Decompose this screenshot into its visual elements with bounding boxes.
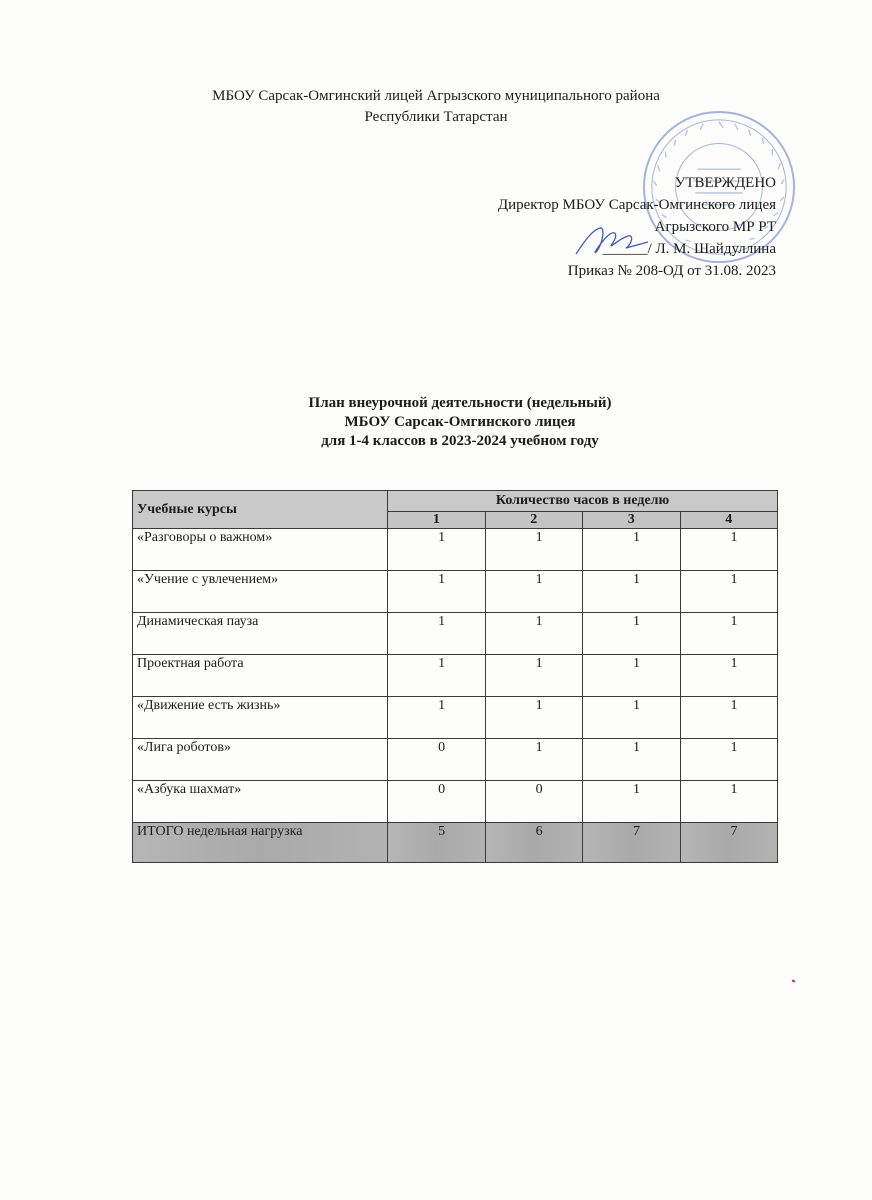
hours-cell: 1 <box>485 571 582 613</box>
org-name-line2: Республики Татарстан <box>364 109 508 125</box>
approval-block <box>498 172 776 282</box>
course-name: «Учение с увлечением» <box>133 571 388 613</box>
approval-order: Приказ № 208-ОД от 31.08. 2023 <box>567 263 776 279</box>
hours-cell: 1 <box>680 781 778 823</box>
hours-cell: 0 <box>388 739 485 781</box>
approval-signatory: ______/ Л. М. Шайдуллина <box>602 241 776 257</box>
scan-speck <box>792 979 796 982</box>
hours-cell: 1 <box>583 739 680 781</box>
plan-title-line3: для 1-4 классов в 2023-2024 учебном году <box>321 433 599 449</box>
hours-cell: 1 <box>680 613 778 655</box>
hours-cell: 1 <box>680 655 778 697</box>
hours-cell: 1 <box>388 613 485 655</box>
table-row <box>133 739 778 781</box>
table-row <box>133 571 778 613</box>
approval-signatory-name: / Л. М. Шайдуллина <box>647 241 776 257</box>
hours-cell: 1 <box>583 613 680 655</box>
hours-cell: 0 <box>388 781 485 823</box>
hours-cell: 1 <box>680 739 778 781</box>
hours-cell: 1 <box>583 697 680 739</box>
hours-cell: 1 <box>388 529 485 571</box>
table-row <box>133 697 778 739</box>
grade-header: 1 <box>388 512 485 529</box>
hours-cell: 1 <box>485 697 582 739</box>
grade-header: 2 <box>485 512 582 529</box>
hours-cell: 1 <box>485 739 582 781</box>
approval-title: УТВЕРЖДЕНО <box>674 175 776 191</box>
grade-header: 4 <box>680 512 778 529</box>
course-name: Динамическая пауза <box>133 613 388 655</box>
hours-cell: 1 <box>388 655 485 697</box>
total-hours-cell: 5 <box>388 823 485 863</box>
hours-cell: 1 <box>680 571 778 613</box>
hours-cell: 1 <box>583 655 680 697</box>
plan-title-line1: План внеурочной деятельности (недельный) <box>308 395 612 411</box>
table-row <box>133 655 778 697</box>
hours-cell: 1 <box>388 571 485 613</box>
hours-cell: 1 <box>583 571 680 613</box>
course-name: «Азбука шахмат» <box>133 781 388 823</box>
hours-cell: 1 <box>485 655 582 697</box>
hours-per-week-header: Количество часов в неделю <box>388 491 778 512</box>
course-name: Проектная работа <box>133 655 388 697</box>
hours-cell: 1 <box>583 529 680 571</box>
total-hours-cell: 7 <box>680 823 778 863</box>
total-hours-cell: 7 <box>583 823 680 863</box>
plan-title <box>0 394 872 451</box>
grade-header: 3 <box>583 512 680 529</box>
hours-cell: 1 <box>583 781 680 823</box>
total-label: ИТОГО недельная нагрузка <box>133 823 388 863</box>
hours-cell: 1 <box>485 613 582 655</box>
hours-cell: 1 <box>680 697 778 739</box>
table-row <box>133 781 778 823</box>
hours-cell: 1 <box>680 529 778 571</box>
activity-plan-table <box>132 490 778 863</box>
org-name-line1: МБОУ Сарсак-Омгинский лицей Агрызского муниципального района <box>212 88 660 104</box>
course-name: «Разговоры о важном» <box>133 529 388 571</box>
hours-cell: 1 <box>388 697 485 739</box>
table-row <box>133 529 778 571</box>
approval-director: Директор МБОУ Сарсак-Омгинского лицея <box>497 197 776 213</box>
hours-cell: 1 <box>485 529 582 571</box>
hours-cell: 0 <box>485 781 582 823</box>
approval-district: Агрызского МР РТ <box>654 219 776 235</box>
table-row <box>133 613 778 655</box>
course-name: «Движение есть жизнь» <box>133 697 388 739</box>
total-hours-cell: 6 <box>485 823 582 863</box>
courses-header: Учебные курсы <box>133 491 388 529</box>
course-name: «Лига роботов» <box>133 739 388 781</box>
plan-title-line2: МБОУ Сарсак-Омгинского лицея <box>344 414 576 430</box>
total-row <box>133 823 778 863</box>
